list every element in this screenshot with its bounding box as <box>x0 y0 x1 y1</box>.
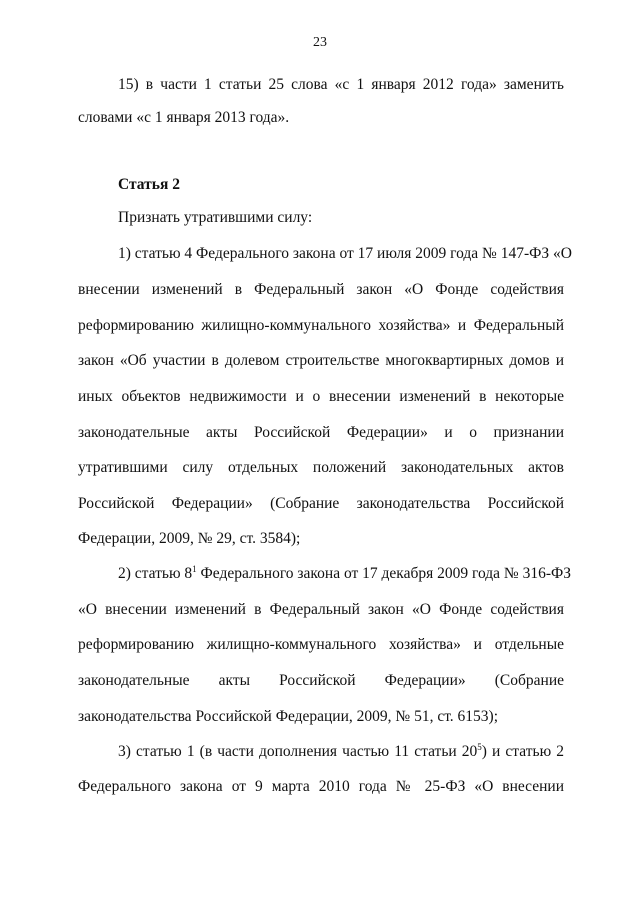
item2-line1 <box>118 564 572 583</box>
item1-line: 1) статью 4 Федерального закона от 17 июля 2009 года № 147-ФЗ «О <box>118 245 572 262</box>
item1-line: Федерации, 2009, № 29, ст. 3584); <box>78 530 301 547</box>
item1-line: иных объектов недвижимости и о внесении изменений в некоторые <box>78 388 564 405</box>
article-intro: Признать утратившими силу: <box>118 209 313 226</box>
item1-line: закон «Об участии в долевом строительстве многоквартирных домов и <box>78 352 564 369</box>
item2-line: законодательства Российской Федерации, 2009, № 51, ст. 6153); <box>78 708 499 725</box>
item1-line: внесении изменений в Федеральный закон «О Фонде содействия <box>78 281 564 298</box>
item2-line: реформированию жилищно-коммунального хозяйства» и отдельные <box>78 636 564 653</box>
item3-line2: Федерального закона от 9 марта 2010 года № 25-ФЗ «О внесении <box>78 778 564 795</box>
item1-line: Российской Федерации» (Собрание законодательства Российской <box>78 495 564 512</box>
item3-superscript: 5 <box>477 742 482 752</box>
item2-line1-pre: 2) статью 8 <box>118 565 193 582</box>
item2-line: законодательные акты Российской Федерации» (Собрание <box>78 672 564 689</box>
item1-line: утратившими силу отдельных положений законодательных актов <box>78 459 564 476</box>
item1-line: законодательные акты Российской Федерации» и о признании <box>78 424 564 441</box>
article-heading: Статья 2 <box>118 176 180 193</box>
item15-line1: 15) в части 1 статьи 25 слова «с 1 января 2012 года» заменить <box>118 76 564 93</box>
item15-line2: словами «с 1 января 2013 года». <box>78 109 290 126</box>
item1-line: реформированию жилищно-коммунального хозяйства» и Федеральный <box>78 317 564 334</box>
item3-line1 <box>118 743 564 761</box>
item2-line: «О внесении изменений в Федеральный закон «О Фонде содействия <box>78 601 564 618</box>
item3-line1-pre: 3) статью 1 (в части дополнения частью 11 статьи 20 <box>118 743 478 760</box>
item2-line1-post: Федерального закона от 17 декабря 2009 года № 316-ФЗ <box>196 565 572 582</box>
item2-superscript: 1 <box>192 564 197 574</box>
item3-line1-post: ) и статью 2 <box>481 743 564 760</box>
page-number: 23 <box>313 35 327 50</box>
